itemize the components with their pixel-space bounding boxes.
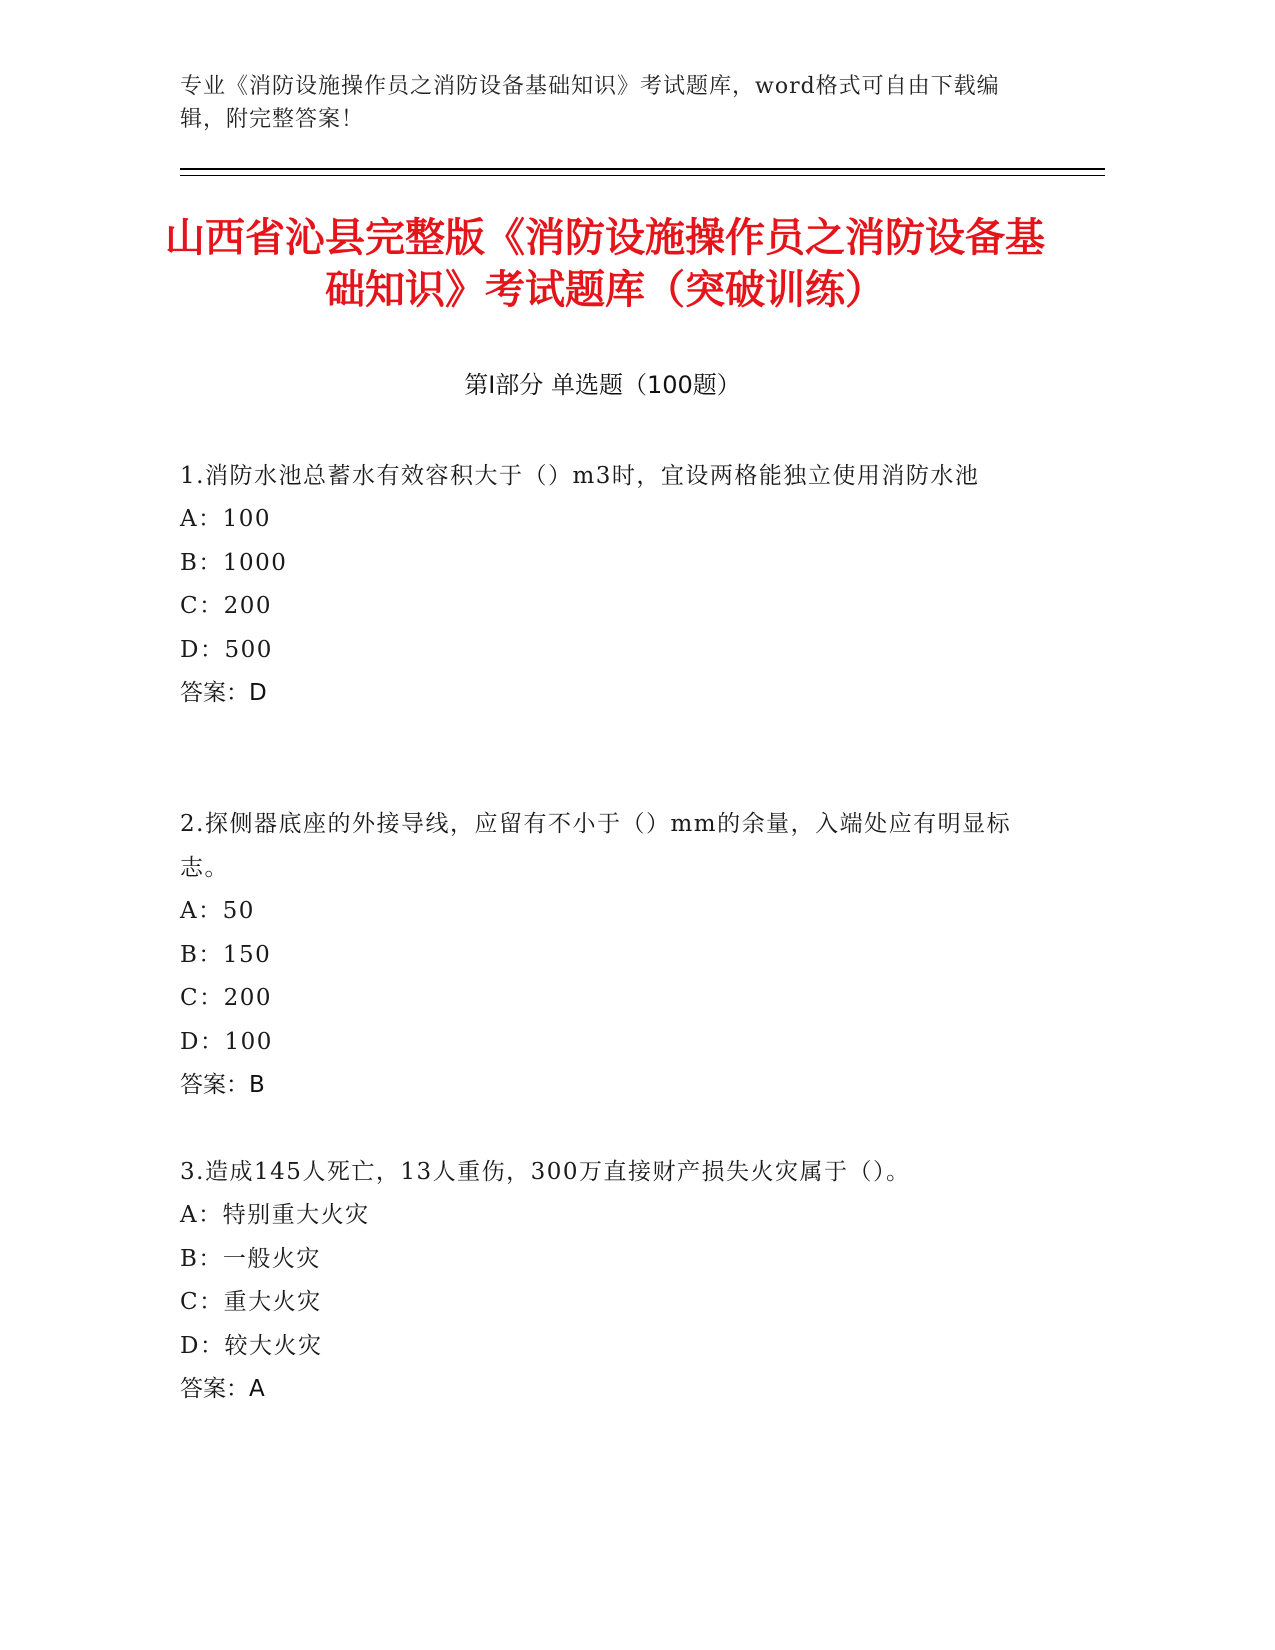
option-a: A：50 [180, 898, 255, 924]
option-c: C：重大火灾 [180, 1289, 322, 1315]
question-stem: 3.造成145人死亡，13人重伤，300万直接财产损失火灾属于（）。 [180, 1159, 911, 1185]
option-c: C：200 [180, 985, 272, 1011]
section-title: 第I部分 单选题（100题） [464, 371, 741, 399]
header-divider-thin [180, 175, 1105, 176]
option-b: B：一般火灾 [180, 1245, 321, 1272]
option-a: A：特别重大火灾 [180, 1202, 370, 1228]
question-block [180, 802, 1030, 1108]
answer-line: 答案：A [180, 1376, 265, 1402]
option-b: B：150 [180, 941, 272, 968]
question-stem: 2.探侧器底座的外接导线，应留有不小于（）mm的余量，入端处应有明显标志。 [180, 811, 1012, 881]
answer-line: 答案：B [180, 1072, 265, 1098]
header-divider-thick [180, 168, 1105, 170]
option-a: A：100 [180, 506, 272, 532]
document-title: 山西省沁县完整版《消防设施操作员之消防设备基础知识》考试题库（突破训练） [165, 215, 1045, 313]
header-note: 专业《消防设施操作员之消防设备基础知识》考试题库，word格式可自由下载编辑，附完整答案！ [180, 74, 1000, 132]
option-b: B：1000 [180, 549, 288, 576]
option-d: D：较大火灾 [180, 1332, 323, 1359]
option-c: C：200 [180, 593, 272, 619]
answer-line: 答案：D [180, 680, 267, 706]
option-d: D：100 [180, 1028, 273, 1055]
question-block [180, 1150, 1030, 1412]
option-d: D：500 [180, 636, 273, 663]
question-stem: 1.消防水池总蓄水有效容积大于（）m3时，宜设两格能独立使用消防水池 [180, 463, 980, 489]
question-block [180, 454, 1030, 716]
